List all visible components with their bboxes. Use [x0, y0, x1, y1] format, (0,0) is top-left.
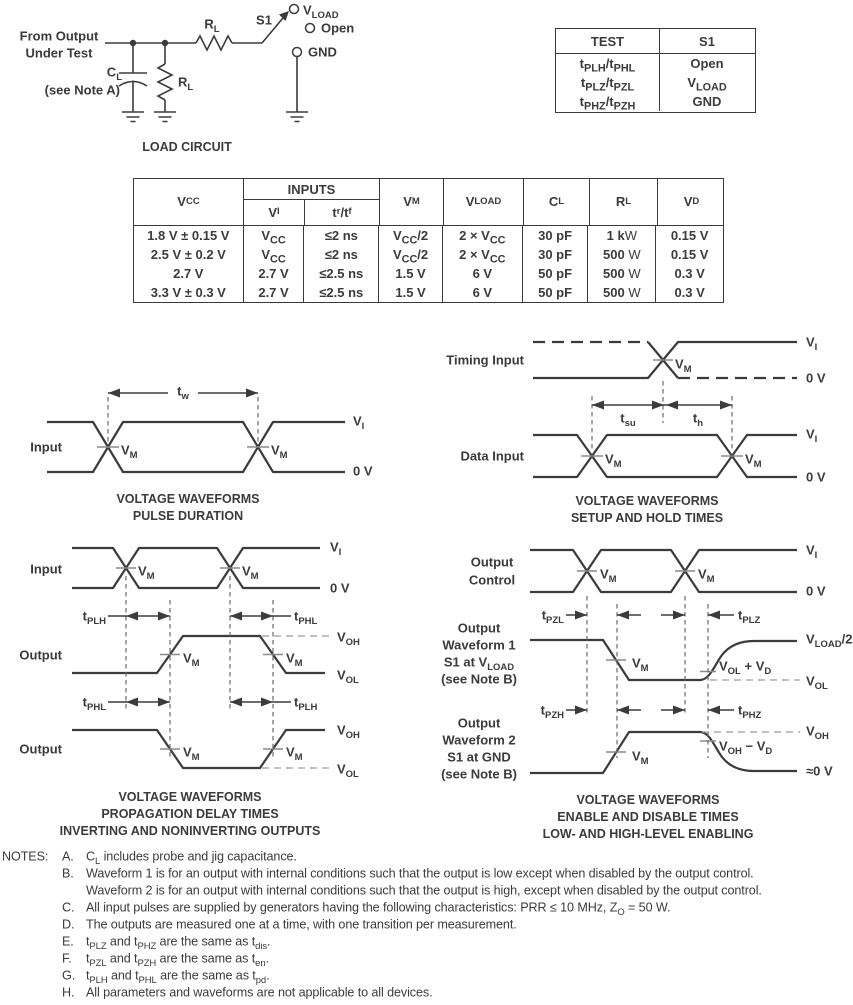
- note-letter: A.: [62, 849, 74, 864]
- terminal-gnd: [293, 48, 302, 57]
- note-letter: H.: [62, 985, 75, 1000]
- arrowhead: [720, 401, 732, 410]
- table-cell: 0.15 V: [670, 246, 709, 262]
- note-text: $t_{PLH}$ and $t_{PHL}$ are the same as $t_{pd}$.: [86, 968, 270, 987]
- terminal-vload: [290, 5, 299, 14]
- s1-label: S1: [256, 12, 272, 28]
- note-text: Waveform 1 is for an output with internal conditions such that the output is low except when disabled by the output control.: [86, 866, 754, 881]
- table-cell: 30 pF: [538, 246, 573, 262]
- s1-table-header: [556, 29, 755, 54]
- tsu-label: $t_{su}$: [620, 410, 636, 430]
- arrowhead: [592, 401, 604, 410]
- table-header: [134, 179, 723, 226]
- timing-dashed-line: [108, 397, 258, 443]
- note-letter: B.: [62, 866, 74, 881]
- header-vi: V I: [243, 200, 304, 225]
- arrowhead: [575, 611, 587, 620]
- zero-level-label: 0 V: [806, 370, 826, 386]
- shunt-rl-label: $R_L$: [178, 74, 194, 94]
- column-vm: [378, 226, 442, 303]
- pulse-duration-drawing: [47, 389, 345, 473]
- vol-level-label: $V_{OL}$: [337, 667, 359, 687]
- waveform1-label-line: Output: [457, 620, 501, 636]
- arrowhead: [708, 611, 720, 620]
- waveform2-label-line: Waveform 2: [442, 732, 516, 748]
- vm-label: $V_M$: [138, 563, 155, 583]
- input-waveform: [72, 548, 320, 588]
- diagram-subtitle: PROPAGATION DELAY TIMES: [101, 806, 279, 821]
- junction-dot: [130, 40, 136, 46]
- table-cell: 0.3 V: [674, 284, 705, 300]
- arrowhead: [158, 698, 170, 707]
- column-rl: [587, 226, 655, 303]
- vm-label: $V_M$: [632, 655, 649, 675]
- table-cell: GND: [692, 94, 722, 109]
- vm-label: $V_M$: [600, 566, 617, 586]
- column-vd: [655, 226, 723, 303]
- waveform2-label-line: S1 at GND: [447, 749, 511, 765]
- table-cell: ≤2.5 ns: [319, 284, 364, 300]
- cl-note-label: (see Note A): [44, 82, 120, 98]
- zero-level-label: 0 V: [806, 583, 826, 599]
- diagram-subtitle: INVERTING AND NONINVERTING OUTPUTS: [59, 823, 321, 838]
- th-label: $t_h$: [692, 410, 704, 430]
- diagram-subtitle: PULSE DURATION: [132, 508, 244, 523]
- switch-arrowhead: [279, 11, 289, 21]
- table-cell: $t_{PHZ}/t_{PZH}$: [579, 94, 636, 113]
- table-cell: 0.3 V: [674, 265, 705, 281]
- vm-label: $V_M$: [183, 650, 200, 670]
- vm-label: $V_M$: [183, 744, 200, 764]
- column-cl: [522, 226, 588, 303]
- note-letter: G.: [62, 968, 76, 983]
- vm-tick: [581, 356, 743, 456]
- arrowhead: [126, 698, 138, 707]
- notes-label: NOTES:: [2, 849, 49, 864]
- table-cell: ≤2 ns: [324, 227, 358, 243]
- arrowhead: [652, 401, 664, 410]
- note-letter: C.: [62, 900, 75, 915]
- note-letter: F.: [62, 951, 72, 966]
- shunt-resistor: [158, 64, 172, 100]
- vm-label: $V_M$: [286, 650, 303, 670]
- s1-table-header-test: TEST: [590, 33, 625, 49]
- ground-symbol: [286, 112, 308, 122]
- table-cell: $V_{CC}$: [261, 246, 286, 266]
- table-cell: 500 W: [603, 265, 641, 281]
- output-label: Output: [19, 741, 62, 757]
- table-cell: $2 \times V_{CC}$: [459, 227, 506, 247]
- table-cell: $t_{PLH}/t_{PHL}$: [579, 56, 636, 75]
- note-text: The outputs are measured one at a time, with one transition per measurement.: [86, 917, 517, 932]
- load-circuit-title: LOAD CIRCUIT: [142, 139, 232, 154]
- terminal-open: [306, 24, 315, 33]
- arrowhead: [575, 706, 587, 715]
- column-trtf: [303, 226, 378, 303]
- arrowhead: [126, 612, 138, 621]
- waveform1-label-line: S1 at $V_{LOAD}$: [443, 654, 515, 674]
- header-inputs: INPUTS: [243, 179, 379, 200]
- table-cell: Open: [690, 56, 724, 71]
- s1-test-table: [555, 28, 756, 113]
- vm-label: $V_M$: [286, 744, 303, 764]
- data-input-label: Data Input: [460, 448, 524, 464]
- header-trtf: t r /t f: [304, 200, 379, 225]
- timing-dashed-line: [592, 381, 732, 449]
- arrowhead: [673, 611, 685, 620]
- diagram-title: VOLTAGE WAVEFORMS: [116, 491, 260, 506]
- circuit-wires: [105, 43, 297, 112]
- vm-label: $V_M$: [605, 451, 622, 471]
- note-letter: E.: [62, 934, 74, 949]
- waveform1-label-line: Waveform 1: [442, 637, 516, 653]
- input-waveform: [47, 422, 345, 472]
- table-cell: $V_{CC}$: [261, 227, 286, 247]
- timing-input-label: Timing Input: [446, 352, 524, 368]
- gnd-terminal-label: GND: [308, 44, 337, 60]
- table-cell: 2.7 V: [173, 265, 204, 281]
- column-vi: [243, 226, 304, 303]
- series-rl-label: $R_L$: [204, 16, 220, 36]
- arrowhead: [230, 612, 242, 621]
- tplh-label: $t_{PLH}$: [294, 694, 318, 714]
- table-cell: ≤2 ns: [324, 246, 358, 262]
- input-waveform: [47, 422, 345, 472]
- tw-label: $t_w$: [177, 383, 189, 403]
- s1-table-header-s1: S1: [659, 29, 754, 53]
- waveform2-label-line: Output: [457, 715, 501, 731]
- input-label: Input: [30, 561, 62, 577]
- waveform2-label-line: (see Note B): [441, 766, 517, 782]
- diagram-subtitle: SETUP AND HOLD TIMES: [570, 510, 724, 525]
- vol-level-label: $V_{OL}$: [337, 761, 359, 781]
- vi-level-label: $V_I$: [806, 334, 818, 354]
- tpzh-label: $t_{PZH}$: [540, 702, 564, 722]
- tphz-label: $t_{PHZ}$: [738, 702, 762, 722]
- s1-table-s1-column: [659, 54, 754, 111]
- note-text: $t_{PLZ}$ and $t_{PHZ}$ are the same as $t_{dis}$.: [86, 934, 271, 953]
- ground-symbol: [154, 112, 176, 122]
- table-body: [134, 226, 723, 303]
- table-cell: 2.7 V: [258, 284, 289, 300]
- table-cell: 500 W: [603, 284, 641, 300]
- note-text: All input pulses are supplied by generators having the following characteristics: PRR ≤ 10 MHz, $Z_O = 50$ W.: [86, 900, 671, 919]
- timing-dashed-line: [587, 596, 708, 758]
- vload-terminal-label: $V_{LOAD}$: [303, 2, 339, 22]
- table-cell: 1 kW: [606, 227, 638, 243]
- diagram-title: VOLTAGE WAVEFORMS: [576, 792, 720, 807]
- arrowhead: [261, 698, 273, 707]
- table-cell: $V_{LOAD}$: [687, 75, 727, 94]
- table-cell: 3.3 V ± 0.3 V: [150, 284, 226, 300]
- table-cell: 2.5 V ± 0.2 V: [150, 246, 226, 262]
- vm-label: $V_M$: [698, 566, 715, 586]
- open-terminal-label: Open: [321, 20, 355, 36]
- output-control-waveform: [530, 550, 797, 592]
- table-cell: 6 V: [472, 284, 493, 300]
- vm-label: $V_M$: [121, 442, 138, 462]
- arrowhead: [246, 389, 258, 398]
- ground-symbol: [122, 112, 144, 122]
- tplh-label: $t_{PLH}$: [82, 608, 106, 628]
- note-text: $C_L$ includes probe and jig capacitance.: [86, 849, 297, 868]
- table-cell: 1.5 V: [395, 284, 426, 300]
- arrowhead: [666, 401, 678, 410]
- table-cell: 50 pF: [538, 265, 573, 281]
- table-cell: 0.15 V: [670, 227, 709, 243]
- vi-level-label: $V_I$: [353, 413, 365, 433]
- arrowhead: [261, 612, 273, 621]
- table-cell: ≤2.5 ns: [319, 265, 364, 281]
- table-cell: 1.8 V ± 0.15 V: [147, 227, 230, 243]
- voh-level-label: $V_{OH}$: [337, 722, 360, 742]
- table-cell: 1.5 V: [395, 265, 426, 281]
- output-label: Output: [19, 647, 62, 663]
- waveform1-label-line: (see Note B): [441, 671, 517, 687]
- output-control-label-line2: Control: [468, 572, 516, 588]
- header-rl: R L: [589, 179, 657, 225]
- vol-plus-vd-label: $V_{OL} + V_D$: [719, 658, 772, 678]
- note-text: All parameters and waveforms are not applicable to all devices.: [86, 985, 433, 1000]
- vm-label: $V_M$: [271, 442, 288, 462]
- header-vd: V D: [657, 179, 725, 225]
- header-vcc: V CC: [177, 194, 200, 210]
- column-vcc: [134, 226, 243, 303]
- cl-label: $C_L$: [106, 64, 122, 84]
- table-cell: 2.7 V: [258, 265, 289, 281]
- arrowhead: [108, 389, 120, 398]
- table-cell: $V_{CC}/2$: [392, 227, 429, 247]
- vm-label: $V_M$: [632, 748, 649, 768]
- junction-dot: [162, 40, 168, 46]
- series-resistor: [196, 36, 232, 50]
- vload-half-level-label: $V_{LOAD}/2$: [806, 631, 853, 651]
- voh-minus-vd-label: $V_{OH} - V_D$: [719, 738, 773, 758]
- table-cell: $2 \times V_{CC}$: [459, 246, 506, 266]
- header-cl: C L: [523, 179, 589, 225]
- output-control-label-line1: Output: [470, 554, 514, 570]
- s1-table-body: [556, 54, 755, 111]
- column-vload: [442, 226, 522, 303]
- diagram-title: VOLTAGE WAVEFORMS: [575, 493, 719, 508]
- table-cell: 6 V: [472, 265, 493, 281]
- diagram-subtitle: LOW- AND HIGH-LEVEL ENABLING: [542, 826, 754, 841]
- input-label: Input: [30, 439, 62, 455]
- note-text: Waveform 2 is for an output with internal conditions such that the output is high, except when disabled by the output control.: [86, 883, 762, 898]
- table-cell: $t_{PLZ}/t_{PZL}$: [580, 75, 635, 94]
- zero-level-label: 0 V: [806, 469, 826, 485]
- zero-level-label: 0 V: [353, 463, 373, 479]
- approx-zero-level-label: ≈0 V: [806, 763, 833, 779]
- arrowhead: [708, 706, 720, 715]
- arrowhead: [230, 698, 242, 707]
- vi-level-label: $V_I$: [330, 539, 342, 559]
- vm-label: $V_M$: [745, 451, 762, 471]
- note-text: $t_{PZL}$ and $t_{PZH}$ are the same as $t_{en}$.: [86, 951, 269, 970]
- zero-level-label: 0 V: [330, 580, 350, 596]
- arrowhead: [673, 706, 685, 715]
- test-conditions-table: [133, 178, 724, 303]
- source-label-line1: From Output: [19, 28, 99, 44]
- enable-arrow-line: [566, 615, 734, 710]
- tpzl-label: $t_{PZL}$: [541, 607, 564, 627]
- table-cell: 500 W: [603, 246, 641, 262]
- table-cell: $V_{CC}/2$: [392, 246, 429, 266]
- diagram-subtitle: ENABLE AND DISABLE TIMES: [557, 809, 739, 824]
- vm-label: $V_M$: [242, 563, 259, 583]
- vm-label: $V_M$: [675, 356, 692, 376]
- source-label-line2: Under Test: [25, 45, 93, 61]
- tphl-label: $t_{PHL}$: [294, 608, 318, 628]
- output-control-waveform: [530, 550, 797, 592]
- header-vm: V M: [379, 179, 443, 225]
- s1-table-test-column: [556, 54, 659, 111]
- voh-level-label: $V_{OH}$: [806, 723, 829, 743]
- note-letter: D.: [62, 917, 75, 932]
- tplz-label: $t_{PLZ}$: [738, 607, 761, 627]
- tphl-label: $t_{PHL}$: [82, 694, 106, 714]
- vol-level-label: $V_{OL}$: [806, 673, 828, 693]
- arrowhead: [158, 612, 170, 621]
- vi-level-label: $V_I$: [806, 426, 818, 446]
- input-waveform: [72, 548, 320, 588]
- arrowhead: [617, 706, 629, 715]
- table-cell: 30 pF: [538, 227, 573, 243]
- table-cell: 50 pF: [538, 284, 573, 300]
- vi-level-label: $V_I$: [806, 542, 818, 562]
- voh-level-label: $V_{OH}$: [337, 629, 360, 649]
- header-vload: V LOAD: [443, 179, 523, 225]
- arrowhead: [617, 611, 629, 620]
- diagram-title: VOLTAGE WAVEFORMS: [118, 789, 262, 804]
